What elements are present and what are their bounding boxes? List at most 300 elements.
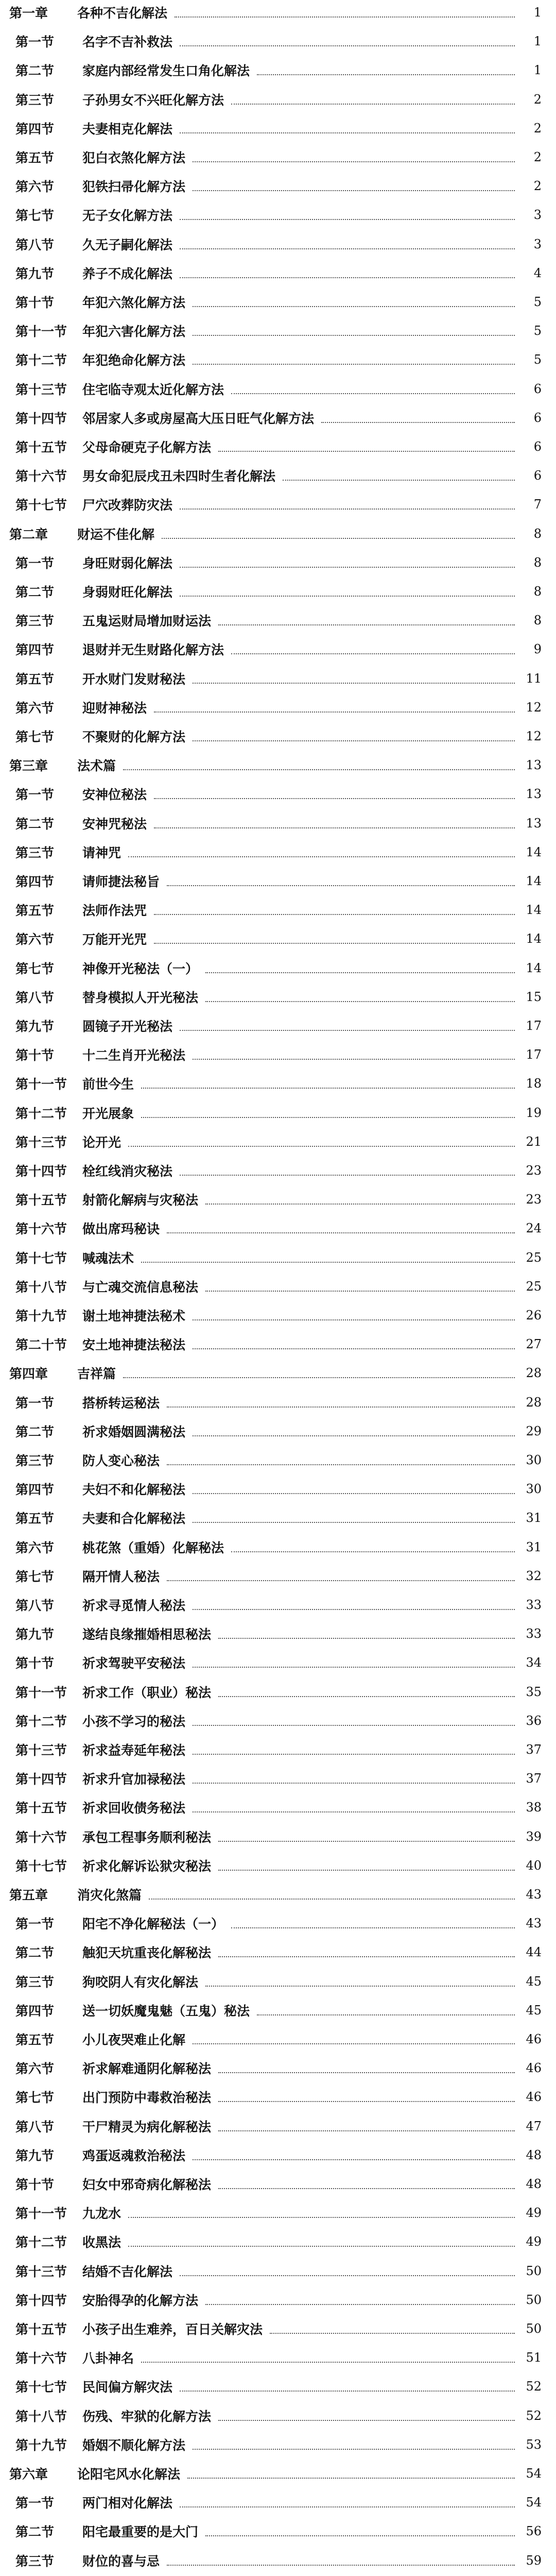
toc-entry-title: 身弱财旺化解法	[82, 585, 173, 600]
toc-dot-leader	[193, 1783, 515, 1784]
toc-entry-title: 犯铁扫帚化解方法	[82, 179, 186, 195]
toc-entry-title: 祈求益寿延年秘法	[82, 1743, 186, 1758]
toc-section-row	[0, 1710, 556, 1731]
toc-entry-number: 第十四节	[15, 1772, 67, 1787]
toc-dot-leader	[193, 335, 515, 336]
toc-section-row	[0, 2521, 556, 2541]
toc-entry-number: 第十九节	[15, 2437, 67, 2453]
toc-section-row	[0, 2087, 556, 2107]
toc-dot-leader	[180, 1030, 515, 1031]
toc-entry-number: 第五章	[9, 1888, 48, 1903]
toc-entry-number: 第十五节	[15, 2322, 67, 2337]
toc-dot-leader	[167, 1406, 515, 1408]
toc-section-row	[0, 1826, 556, 1847]
toc-entry-title: 论开光	[82, 1134, 121, 1150]
toc-entry-title: 吉祥篇	[77, 1366, 116, 1382]
toc-dot-leader	[218, 1870, 515, 1871]
toc-entry-title: 十二生肖开光秘法	[82, 1048, 186, 1063]
toc-entry-title: 邻居家人多或房屋高大压日旺气化解方法	[82, 411, 315, 426]
toc-dot-leader	[205, 1291, 515, 1292]
toc-entry-number: 第十三节	[15, 382, 67, 397]
toc-dot-leader	[257, 2014, 515, 2015]
toc-entry-title: 妇女中邪奇病化解秘法	[82, 2177, 212, 2192]
toc-page-number: 50	[526, 2292, 542, 2307]
toc-chapter-row	[0, 2463, 556, 2484]
toc-page-number: 50	[526, 2321, 542, 2336]
toc-section-row	[0, 205, 556, 225]
toc-entry-number: 第六节	[15, 179, 55, 195]
toc-section-row	[0, 1623, 556, 1644]
toc-dot-leader	[167, 2565, 515, 2566]
toc-section-row	[0, 1537, 556, 1557]
toc-section-row	[0, 1855, 556, 1876]
toc-entry-title: 安神位秘法	[82, 787, 147, 803]
toc-entry-number: 第十七节	[15, 498, 67, 513]
toc-entry-number: 第十七节	[15, 1250, 67, 1266]
toc-page-number: 52	[526, 2379, 542, 2394]
toc-entry-number: 第八节	[15, 237, 55, 252]
toc-entry-number: 第一节	[15, 2496, 55, 2511]
toc-entry-title: 两门相对化解法	[82, 2496, 173, 2511]
toc-entry-title: 法师作法咒	[82, 903, 147, 919]
toc-page-number: 6	[533, 468, 542, 483]
toc-section-row	[0, 349, 556, 370]
toc-section-row	[0, 2145, 556, 2165]
toc-dot-leader	[205, 1001, 515, 1002]
toc-entry-number: 第十二节	[15, 1714, 67, 1729]
toc-dot-leader	[257, 74, 515, 75]
toc-entry-number: 第五节	[15, 671, 55, 687]
toc-entry-title: 父母命硬克子化解方法	[82, 440, 212, 455]
toc-entry-title: 与亡魂交流信息秘法	[82, 1279, 199, 1295]
toc-page-number: 6	[533, 439, 542, 454]
toc-page-number: 37	[526, 1742, 542, 1757]
toc-entry-number: 第七节	[15, 208, 55, 224]
toc-page-number: 18	[526, 1076, 542, 1091]
toc-entry-title: 收黑法	[82, 2235, 121, 2250]
toc-dot-leader	[193, 1609, 515, 1610]
toc-entry-title: 请师捷法秘旨	[82, 874, 160, 889]
toc-entry-title: 祈求驾驶平安秘法	[82, 1656, 186, 1671]
toc-entry-number: 第二节	[15, 1945, 55, 1961]
toc-section-row	[0, 2000, 556, 2021]
toc-page-number: 31	[526, 1539, 542, 1554]
toc-section-row	[0, 1189, 556, 1210]
toc-section-row	[0, 1334, 556, 1354]
toc-page-number: 46	[526, 2032, 542, 2046]
toc-entry-number: 第十二节	[15, 2235, 67, 2250]
toc-dot-leader	[193, 1667, 515, 1668]
toc-section-row	[0, 1566, 556, 1586]
toc-entry-number: 第五节	[15, 1511, 55, 1527]
toc-page-number: 6	[533, 410, 542, 425]
toc-dot-leader	[180, 596, 515, 597]
toc-entry-number: 第三节	[15, 1453, 55, 1468]
toc-entry-number: 第四节	[15, 2003, 55, 2019]
toc-entry-title: 年犯绝命化解方法	[82, 353, 186, 368]
toc-dot-leader	[141, 1117, 515, 1118]
toc-entry-title: 开光展象	[82, 1106, 134, 1121]
toc-dot-leader	[231, 1551, 515, 1552]
toc-entry-number: 第三节	[15, 2553, 55, 2569]
toc-entry-title: 做出席玛秘诀	[82, 1222, 160, 1237]
toc-entry-number: 第四节	[15, 121, 55, 137]
toc-page-number: 13	[526, 787, 542, 802]
toc-entry-title: 万能开光咒	[82, 932, 147, 947]
toc-section-row	[0, 2405, 556, 2426]
toc-entry-number: 第十三节	[15, 1743, 67, 1758]
toc-section-row	[0, 987, 556, 1007]
toc-section-row	[0, 1276, 556, 1297]
toc-entry-title: 神像开光秘法（一）	[82, 961, 199, 976]
toc-section-row	[0, 147, 556, 167]
toc-dot-leader	[154, 914, 515, 915]
toc-entry-number: 第二节	[15, 585, 55, 600]
toc-entry-number: 第七节	[15, 2090, 55, 2106]
toc-section-row	[0, 176, 556, 196]
toc-page-number: 2	[533, 121, 542, 135]
toc-dot-leader	[180, 45, 515, 46]
toc-entry-number: 第十三节	[15, 2264, 67, 2279]
toc-entry-title: 替身模拟人开光秘法	[82, 990, 199, 1005]
toc-dot-leader	[167, 1464, 515, 1465]
toc-entry-number: 第三章	[9, 758, 48, 774]
toc-section-row	[0, 842, 556, 862]
toc-section-row	[0, 263, 556, 283]
toc-page-number: 48	[526, 2147, 542, 2162]
toc-section-row	[0, 465, 556, 486]
toc-page-number: 50	[526, 2263, 542, 2278]
toc-dot-leader	[218, 1638, 515, 1639]
toc-entry-number: 第三节	[15, 1974, 55, 1990]
toc-entry-title: 出门预防中毒救治秘法	[82, 2090, 212, 2106]
toc-entry-number: 第六节	[15, 2061, 55, 2077]
toc-entry-title: 防人变心秘法	[82, 1453, 160, 1468]
toc-page-number: 29	[526, 1423, 542, 1438]
toc-page-number: 3	[533, 236, 542, 251]
toc-entry-number: 第十八节	[15, 1279, 67, 1295]
toc-page-number: 11	[526, 671, 542, 686]
toc-entry-number: 第四章	[9, 1366, 48, 1382]
toc-entry-number: 第十五节	[15, 440, 67, 455]
toc-page-number: 13	[526, 816, 542, 831]
toc-section-row	[0, 31, 556, 52]
toc-entry-title: 祈求寻觅情人秘法	[82, 1598, 186, 1613]
toc-dot-leader	[205, 2535, 515, 2536]
toc-entry-number: 第九节	[15, 1019, 55, 1034]
toc-entry-number: 第二十节	[15, 1337, 67, 1353]
toc-entry-number: 第十节	[15, 1656, 55, 1671]
toc-entry-title: 子孙男女不兴旺化解方法	[82, 92, 224, 108]
toc-entry-title: 八卦神名	[82, 2351, 134, 2366]
toc-section-row	[0, 2058, 556, 2078]
toc-page-number: 45	[526, 2003, 542, 2018]
toc-section-row	[0, 408, 556, 428]
toc-page-number: 9	[533, 642, 542, 657]
toc-section-row	[0, 1507, 556, 1528]
toc-section-row	[0, 1103, 556, 1123]
toc-entry-number: 第十一节	[15, 2206, 67, 2222]
toc-entry-title: 阳宅不净化解秘法（一）	[82, 1917, 224, 1932]
toc-section-row	[0, 668, 556, 689]
toc-page-number: 54	[526, 2495, 542, 2510]
toc-section-row	[0, 552, 556, 573]
toc-page-number: 38	[526, 1800, 542, 1815]
toc-entry-number: 第七节	[15, 961, 55, 976]
toc-section-row	[0, 292, 556, 312]
toc-section-row	[0, 697, 556, 718]
toc-dot-leader	[141, 2362, 515, 2363]
toc-entry-title: 祈求回收债务秘法	[82, 1801, 186, 1816]
toc-page-number: 43	[526, 1916, 542, 1931]
toc-dot-leader	[128, 2217, 515, 2218]
toc-entry-number: 第五节	[15, 903, 55, 919]
toc-entry-number: 第十四节	[15, 2293, 67, 2308]
toc-page-number: 23	[526, 1192, 542, 1207]
toc-entry-title: 安胎得孕的化解方法	[82, 2293, 199, 2308]
toc-dot-leader	[270, 2333, 515, 2334]
toc-dot-leader	[283, 480, 515, 481]
toc-entry-number: 第四节	[15, 642, 55, 658]
toc-entry-title: 财运不佳化解	[77, 527, 155, 542]
toc-page-number: 12	[526, 700, 542, 715]
toc-page-number: 45	[526, 1974, 542, 1989]
toc-entry-title: 男女命犯辰戌丑未四时生者化解法	[82, 469, 276, 484]
toc-chapter-row	[0, 1363, 556, 1383]
toc-dot-leader	[218, 1956, 515, 1957]
toc-section-row	[0, 2116, 556, 2137]
toc-dot-leader	[167, 1232, 515, 1233]
toc-section-row	[0, 2376, 556, 2397]
toc-page-number: 14	[526, 960, 542, 975]
toc-entry-title: 婚姻不顺化解方法	[82, 2437, 186, 2453]
toc-page-number: 15	[526, 989, 542, 1004]
toc-section-row	[0, 1044, 556, 1065]
toc-entry-number: 第二节	[15, 1424, 55, 1439]
toc-section-row	[0, 379, 556, 399]
toc-entry-title: 九龙水	[82, 2206, 121, 2222]
toc-page-number: 30	[526, 1482, 542, 1497]
toc-section-row	[0, 1218, 556, 1239]
toc-entry-number: 第一节	[15, 35, 55, 50]
toc-entry-title: 无子女化解方法	[82, 208, 173, 224]
toc-dot-leader	[193, 2449, 515, 2450]
toc-entry-title: 桃花煞（重婚）化解秘法	[82, 1540, 224, 1555]
toc-entry-number: 第二节	[15, 816, 55, 832]
toc-page-number: 19	[526, 1105, 542, 1120]
toc-chapter-row	[0, 1884, 556, 1905]
toc-entry-title: 财位的喜与忌	[82, 2553, 160, 2569]
toc-dot-leader	[205, 972, 515, 973]
toc-dot-leader	[193, 306, 515, 307]
toc-page-number: 31	[526, 1511, 542, 1526]
toc-dot-leader	[180, 567, 515, 568]
toc-section-row	[0, 2347, 556, 2368]
toc-section-row	[0, 60, 556, 80]
toc-dot-leader	[193, 683, 515, 684]
toc-section-row	[0, 2261, 556, 2281]
toc-entry-title: 谢土地神捷法秘术	[82, 1309, 186, 1324]
toc-section-row	[0, 1421, 556, 1442]
toc-entry-title: 安土地神捷法秘法	[82, 1337, 186, 1353]
toc-entry-title: 结婚不吉化解法	[82, 2264, 173, 2279]
toc-section-row	[0, 928, 556, 949]
toc-page-number: 2	[533, 150, 542, 164]
toc-page-number: 6	[533, 381, 542, 396]
toc-entry-title: 迎财神秘法	[82, 700, 147, 716]
toc-section-row	[0, 1131, 556, 1152]
toc-entry-number: 第十三节	[15, 1134, 67, 1150]
toc-dot-leader	[231, 393, 515, 394]
toc-entry-number: 第二节	[15, 63, 55, 79]
toc-page-number: 2	[533, 92, 542, 107]
toc-entry-number: 第三节	[15, 845, 55, 860]
toc-entry-number: 第四节	[15, 874, 55, 889]
toc-entry-number: 第七节	[15, 730, 55, 744]
toc-dot-leader	[321, 422, 515, 423]
toc-dot-leader	[180, 2391, 515, 2392]
toc-page-number: 28	[526, 1366, 542, 1381]
toc-entry-number: 第十二节	[15, 1106, 67, 1121]
toc-dot-leader	[193, 161, 515, 162]
toc-page-number: 49	[526, 2234, 542, 2249]
toc-entry-title: 退财并无生财路化解方法	[82, 642, 224, 658]
toc-entry-number: 第六章	[9, 2467, 48, 2482]
toc-page-number: 7	[533, 497, 542, 512]
toc-page-number: 8	[533, 613, 542, 628]
toc-section-row	[0, 1652, 556, 1673]
toc-section-row	[0, 1971, 556, 1992]
toc-entry-number: 第八节	[15, 2119, 55, 2134]
toc-entry-title: 家庭内部经常发生口角化解法	[82, 63, 250, 79]
toc-entry-title: 祈求解难通阴化解秘法	[82, 2061, 212, 2077]
toc-section-row	[0, 1768, 556, 1789]
toc-dot-leader	[180, 248, 515, 249]
toc-dot-leader	[205, 2304, 515, 2305]
toc-section-row	[0, 1450, 556, 1470]
toc-entry-number: 第一节	[15, 555, 55, 571]
toc-entry-number: 第十节	[15, 2177, 55, 2192]
toc-entry-number: 第六节	[15, 932, 55, 947]
toc-page-number: 35	[526, 1684, 542, 1699]
toc-dot-leader	[175, 16, 515, 18]
toc-page-number: 30	[526, 1453, 542, 1467]
toc-page-number: 43	[526, 1887, 542, 1902]
toc-section-row	[0, 1479, 556, 1499]
toc-dot-leader	[128, 856, 515, 857]
toc-entry-number: 第五节	[15, 150, 55, 165]
toc-entry-number: 第十六节	[15, 2351, 67, 2366]
toc-section-row	[0, 1682, 556, 1702]
toc-dot-leader	[218, 2101, 515, 2102]
toc-entry-title: 喊魂法术	[82, 1250, 134, 1266]
toc-dot-leader	[231, 104, 515, 105]
toc-section-row	[0, 2290, 556, 2310]
toc-entry-title: 消灾化煞篇	[77, 1888, 142, 1903]
toc-dot-leader	[193, 2043, 515, 2044]
toc-dot-leader	[193, 2159, 515, 2160]
toc-entry-number: 第八节	[15, 1598, 55, 1613]
toc-entry-number: 第一节	[15, 1395, 55, 1411]
toc-dot-leader	[128, 2246, 515, 2247]
toc-entry-title: 夫妻相克化解法	[82, 121, 173, 137]
toc-page-number: 54	[526, 2466, 542, 2481]
toc-page-number: 17	[526, 1047, 542, 1062]
toc-entry-number: 第六节	[15, 700, 55, 716]
toc-dot-leader	[205, 1204, 515, 1205]
toc-entry-number: 第十一节	[15, 1685, 67, 1700]
toc-dot-leader	[218, 1841, 515, 1842]
toc-page-number: 49	[526, 2206, 542, 2221]
toc-dot-leader	[180, 2275, 515, 2276]
toc-dot-leader	[128, 1146, 515, 1147]
toc-entry-number: 第一节	[15, 787, 55, 803]
toc-entry-number: 第三节	[15, 92, 55, 108]
toc-section-row	[0, 436, 556, 457]
toc-entry-title: 法术篇	[77, 758, 116, 774]
toc-dot-leader	[193, 190, 515, 191]
toc-chapter-row	[0, 523, 556, 544]
toc-entry-title: 犯白衣煞化解方法	[82, 150, 186, 165]
toc-entry-title: 名字不吉补救法	[82, 35, 173, 50]
toc-dot-leader	[180, 219, 515, 220]
toc-dot-leader	[218, 451, 515, 452]
toc-page-number: 34	[526, 1655, 542, 1670]
toc-section-row	[0, 89, 556, 110]
toc-section-row	[0, 1595, 556, 1615]
toc-page-number: 25	[526, 1250, 542, 1265]
toc-entry-title: 夫妻和合化解秘法	[82, 1511, 186, 1527]
toc-entry-number: 第十七节	[15, 2380, 67, 2395]
toc-entry-number: 第二节	[15, 2524, 55, 2540]
toc-page-number: 53	[526, 2437, 542, 2452]
toc-page-number: 37	[526, 1771, 542, 1786]
toc-section-row	[0, 784, 556, 804]
toc-entry-title: 论阳宅风水化解法	[77, 2467, 181, 2482]
toc-entry-title: 圆镜子开光秘法	[82, 1019, 173, 1034]
toc-page-number: 26	[526, 1308, 542, 1323]
toc-dot-leader	[154, 827, 515, 828]
toc-dot-leader	[193, 1811, 515, 1812]
toc-page-number: 8	[533, 555, 542, 570]
toc-dot-leader	[193, 364, 515, 365]
toc-page-number: 40	[526, 1858, 542, 1873]
toc-dot-leader	[193, 1348, 515, 1349]
toc-section-row	[0, 958, 556, 978]
toc-dot-leader	[205, 1986, 515, 1987]
toc-entry-title: 祈求婚姻圆满秘法	[82, 1424, 186, 1439]
toc-entry-number: 第七节	[15, 1569, 55, 1584]
toc-page-number: 51	[526, 2350, 542, 2365]
toc-entry-title: 年犯六害化解方法	[82, 324, 186, 340]
toc-page-number: 21	[526, 1134, 542, 1149]
toc-section-row	[0, 581, 556, 602]
toc-entry-number: 第四节	[15, 1482, 55, 1498]
toc-section-row	[0, 2202, 556, 2223]
toc-entry-title: 小儿夜哭难止化解	[82, 2032, 186, 2047]
toc-page-number: 33	[526, 1598, 542, 1612]
toc-dot-leader	[231, 653, 515, 654]
toc-entry-number: 第九节	[15, 2148, 55, 2163]
toc-entry-title: 栓红线消灾秘法	[82, 1164, 173, 1179]
toc-page-number: 25	[526, 1279, 542, 1294]
toc-dot-leader	[162, 538, 515, 539]
toc-page-number: 48	[526, 2177, 542, 2191]
toc-section-row	[0, 118, 556, 139]
toc-entry-title: 养子不成化解法	[82, 266, 173, 281]
toc-entry-number: 第十一节	[15, 324, 67, 340]
toc-section-row	[0, 2174, 556, 2194]
